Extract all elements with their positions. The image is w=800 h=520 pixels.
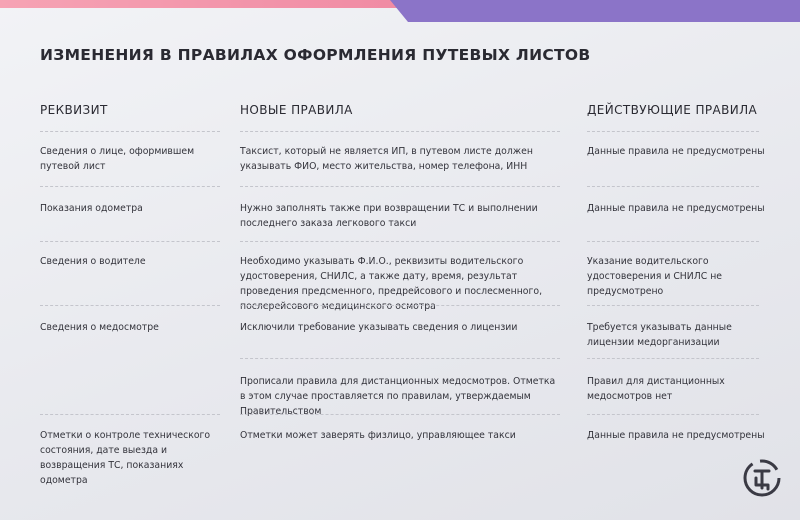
requisite-cell: Показания одометра xyxy=(40,203,143,214)
row-divider xyxy=(587,414,759,415)
row-divider xyxy=(587,358,759,359)
requisite-cell: Сведения о водителе xyxy=(40,256,146,267)
requisite-cell: Сведения о лице, оформившем путевой лист xyxy=(40,146,195,172)
current-rule-cell: Данные правила не предусмотрены xyxy=(587,146,765,157)
column-header-current-rules: ДЕЙСТВУЮЩИЕ ПРАВИЛА xyxy=(587,103,758,117)
requisite-cell: Отметки о контроле технического состояния, дате выезда и возвращения ТС, показаниях одометра xyxy=(40,430,211,486)
header-divider xyxy=(587,131,759,132)
row-divider xyxy=(240,241,560,242)
column-header-requisite: РЕКВИЗИТ xyxy=(40,103,108,117)
row-divider xyxy=(240,358,560,359)
row-divider xyxy=(40,186,220,187)
header-divider xyxy=(40,131,220,132)
row-divider xyxy=(240,186,560,187)
new-rule-cell: Исключили требование указывать сведения о лицензии xyxy=(240,322,518,333)
requisite-cell: Сведения о медосмотре xyxy=(40,322,159,333)
row-divider xyxy=(40,305,220,306)
row-divider xyxy=(240,305,560,306)
row-divider xyxy=(587,241,759,242)
column-header-new-rules: НОВЫЕ ПРАВИЛА xyxy=(240,103,353,117)
current-rule-cell: Требуется указывать данные лицензии медорганизации xyxy=(587,322,732,348)
new-rule-cell: Таксист, который не является ИП, в путевом листе должен указывать ФИО, место жительства, номер телефона, ИНН xyxy=(240,146,533,172)
row-divider xyxy=(40,414,220,415)
header-divider xyxy=(240,131,560,132)
current-rule-cell: Данные правила не предусмотрены xyxy=(587,430,765,441)
row-divider xyxy=(40,241,220,242)
new-rule-cell: Нужно заполнять также при возвращении ТС и выполнении последнего заказа легкового такси xyxy=(240,203,538,229)
current-rule-cell: Указание водительского удостоверения и СНИЛС не предусмотрено xyxy=(587,256,722,297)
row-divider xyxy=(240,414,560,415)
logo-icon xyxy=(742,458,782,498)
row-divider xyxy=(587,186,759,187)
page-title: ИЗМЕНЕНИЯ В ПРАВИЛАХ ОФОРМЛЕНИЯ ПУТЕВЫХ ЛИСТОВ xyxy=(40,46,591,64)
row-divider xyxy=(587,305,759,306)
top-purple-stripe xyxy=(390,0,800,22)
new-rule-cell: Прописали правила для дистанционных медосмотров. Отметка в этом случае проставляется по правилам, утверждаемым Правительством xyxy=(240,376,556,417)
current-rule-cell: Данные правила не предусмотрены xyxy=(587,203,765,214)
top-pink-stripe xyxy=(0,0,420,8)
new-rule-cell: Необходимо указывать Ф.И.О., реквизиты водительского удостоверения, СНИЛС, а также дату, время, результат проведения предсменного, предрейсового и послесменного, послерейсового медицинского осмотра xyxy=(240,256,543,312)
new-rule-cell: Отметки может заверять физлицо, управляющее такси xyxy=(240,430,516,441)
current-rule-cell: Правил для дистанционных медосмотров нет xyxy=(587,376,725,402)
